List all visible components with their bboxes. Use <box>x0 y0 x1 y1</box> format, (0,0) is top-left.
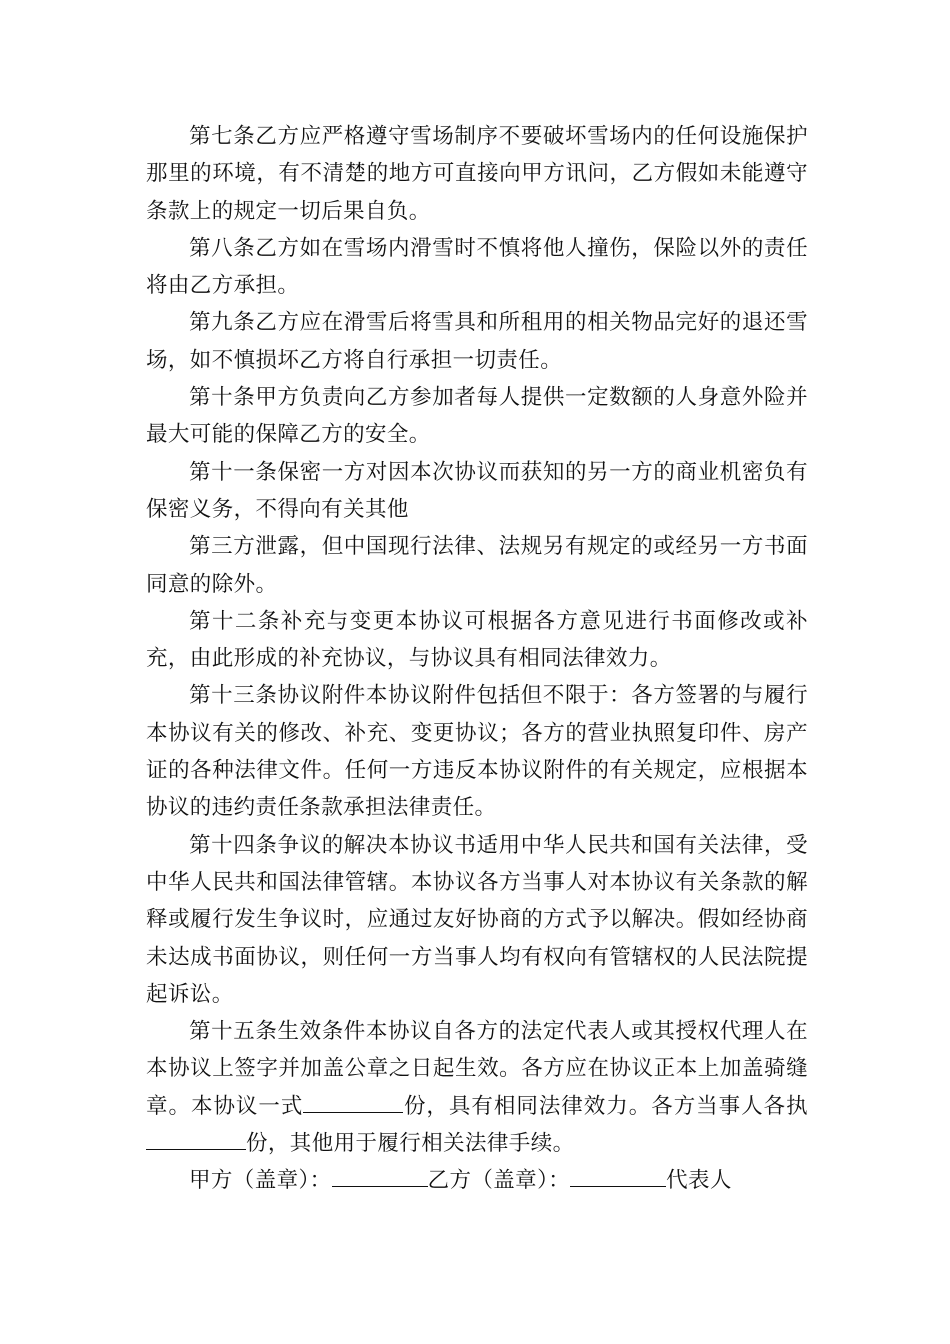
clause-11: 第十一条保密一方对因本次协议而获知的另一方的商业机密负有保密义务，不得向有关其他 <box>146 459 808 522</box>
clause-15-text-1: 第十五条生效条件本协议自各方的法定代表人或其授权代理人在本协议上签字并加盖公章之日起生效。各方应在协议正本上加盖骑缝章。本协议一式 <box>146 1019 808 1119</box>
clause-9: 第九条乙方应在滑雪后将雪具和所租用的相关物品完好的退还雪场，如不慎损坏乙方将自行承担一切责任。 <box>146 310 808 373</box>
representative-label: 代表人 <box>666 1168 732 1194</box>
document-body <box>146 118 808 1200</box>
clause-11-continued: 第三方泄露，但中国现行法律、法规另有规定的或经另一方书面同意的除外。 <box>146 534 808 597</box>
clause-14: 第十四条争议的解决本协议书适用中华人民共和国有关法律，受中华人民共和国法律管辖。本协议各方当事人对本协议有关条款的解释或履行发生争议时，应通过友好协商的方式予以解决。假如经协商未达成书面协议，则任何一方当事人均有权向有管辖权的人民法院提起诉讼。 <box>146 832 808 1007</box>
clause-13: 第十三条协议附件本协议附件包括但不限于：各方签署的与履行本协议有关的修改、补充、变更协议；各方的营业执照复印件、房产证的各种法律文件。任何一方违反本协议附件的有关规定，应根据本协议的违约责任条款承担法律责任。 <box>146 683 808 821</box>
clause-10: 第十条甲方负责向乙方参加者每人提供一定数额的人身意外险并最大可能的保障乙方的安全。 <box>146 385 808 448</box>
party-a-blank <box>332 1164 428 1187</box>
copies-blank <box>303 1090 403 1113</box>
party-b-label: 乙方（盖章）： <box>427 1168 571 1194</box>
clause-8: 第八条乙方如在雪场内滑雪时不慎将他人撞伤，保险以外的责任将由乙方承担。 <box>146 235 808 299</box>
party-a-label: 甲方（盖章）： <box>189 1168 332 1194</box>
clause-15 <box>146 1013 808 1162</box>
clause-12: 第十二条补充与变更本协议可根据各方意见进行书面修改或补充，由此形成的补充协议，与协议具有相同法律效力。 <box>146 608 808 672</box>
party-b-blank <box>570 1164 666 1187</box>
clause-15-text-3: 份，其他用于履行相关法律手续。 <box>246 1131 575 1157</box>
clause-7: 第七条乙方应严格遵守雪场制序不要破坏雪场内的任何设施保护那里的环境，有不清楚的地方可直接向甲方讯问，乙方假如未能遵守条款上的规定一切后果自负。 <box>146 124 808 224</box>
clause-15-text-2: 份，具有相同法律效力。各方当事人各执 <box>403 1093 808 1119</box>
copies-each-blank <box>146 1127 246 1150</box>
signature-line <box>146 1162 808 1199</box>
